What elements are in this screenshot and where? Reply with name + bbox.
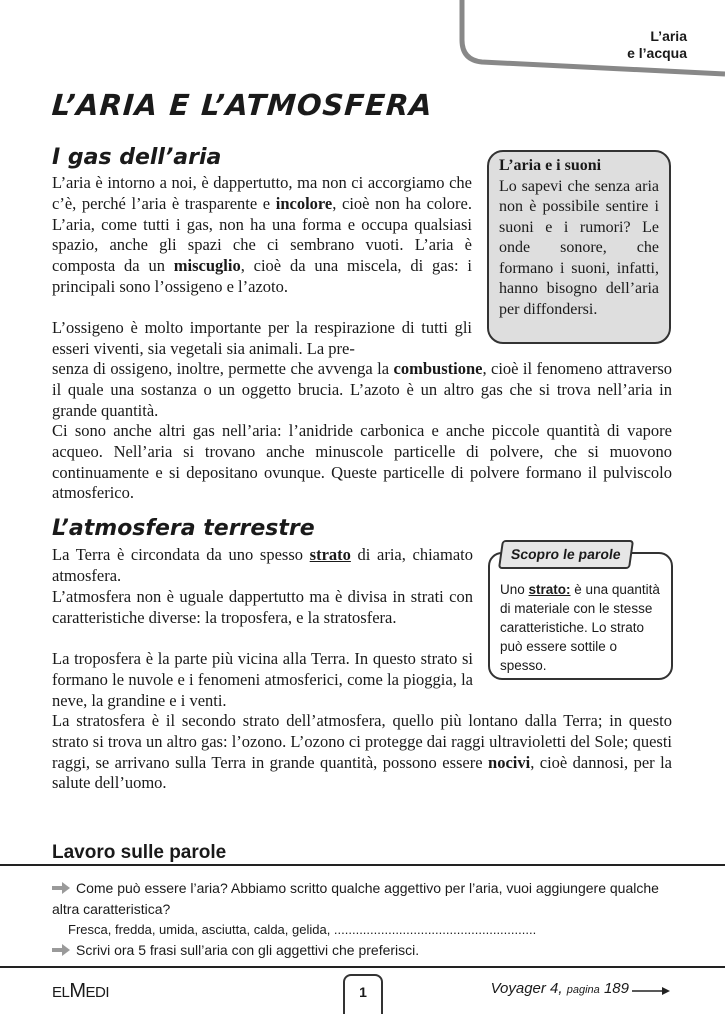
vocabulary-box: Scopro le parole Uno strato: è una quantità di materiale con le stesse caratteristiche. Lo strato può essere sottile o spesso. [488, 552, 673, 680]
paragraph-atm-4: La stratosfera è il secondo strato dell’atmosfera, quello più lontano dalla Terra; in questo strato si trova un altro gas: l’ozono. L’ozono ci protegge dai raggi ultravioletti del Sole; questi raggi, se arrivano sulla Terra in grande quantità, possono essere nocivi, cioè dannosi, per la salute dell’uomo. [52, 711, 672, 793]
divider-bottom [0, 966, 725, 968]
section-heading-atmosfera: L’atmosfera terrestre [52, 516, 315, 541]
header-tab-line [0, 0, 725, 80]
section-tag-line1: L’aria [650, 28, 687, 44]
long-arrow-icon [632, 986, 672, 996]
paragraph-atm-3: La troposfera è la parte più vicina alla Terra. In questo strato si formano le nuvole e i fenomeni atmosferici, come la pioggia, la neve, la grandine e i venti. [52, 649, 473, 710]
arrow-icon [52, 882, 70, 894]
paragraph-atm-2: L’atmosfera non è uguale dappertutto ma è divisa in strati con caratteristiche diverse: la troposfera, e la stratosfera. [52, 587, 473, 627]
divider-top [0, 864, 725, 866]
info-box-suoni [487, 150, 671, 344]
vocabulary-box-tag: Scopro le parole [498, 540, 634, 569]
exercise-title: Lavoro sulle parole [52, 842, 227, 863]
exercise-question-2: Scrivi ora 5 frasi sull’aria con gli aggettivi che preferisci. [52, 940, 672, 961]
page-title: L’ARIA E L’ATMOSFERA [50, 88, 435, 122]
vocabulary-term: strato: [528, 582, 571, 597]
paragraph-gas-1: L’aria è intorno a noi, è dappertutto, ma non ci accorgiamo che c’è, perché l’aria è trasparente e incolore, cioè non ha colore. L’aria, come tutti i gas, non ha una forma e occupa qualsiasi spazio, anche gli spazi che ci sembrano vuoti. L’aria è composta da un miscuglio, cioè da una miscela, di gas: i principali sono l’ossigeno e l’azoto. [52, 173, 472, 296]
book-reference: Voyager 4, pagina 189 [490, 980, 629, 997]
section-tag [627, 28, 687, 62]
publisher-logo: ELMEDI [52, 980, 110, 1002]
section-heading-gas: I gas dell’aria [52, 145, 222, 170]
info-box-title: L’aria e i suoni [499, 157, 602, 174]
page-number: 1 [343, 974, 383, 1014]
arrow-icon [52, 944, 70, 956]
paragraph-gas-3: senza di ossigeno, inoltre, permette che avvenga la combustione, cioè il fenomeno attraverso il quale una sostanza o un oggetto brucia. L’azoto è un altro gas che si trova nell’aria in grande quantità. [52, 359, 672, 420]
info-box-text: Lo sapevi che senza aria non è possibile sentire i suoni e i rumori? Le onde sonore, che formano i suoni, infatti, hanno bisogno dell’aria per diffondersi. [499, 177, 659, 318]
exercise-question-1: Come può essere l’aria? Abbiamo scritto qualche aggettivo per l’aria, vuoi aggiungere qualche altra caratteristica? [52, 880, 659, 917]
paragraph-atm-1: La Terra è circondata da uno spesso strato di aria, chiamato atmosfera. [52, 545, 473, 585]
paragraph-gas-4: Ci sono anche altri gas nell’aria: l’anidride carbonica e anche piccole quantità di vapore acqueo. Nell’aria si trovano anche minuscole particelle di polvere, che si muovono continuamente e si depositano ovunque. Queste particelle di polvere formano il pulviscolo atmosferico. [52, 421, 672, 503]
paragraph-gas-2: L’ossigeno è molto importante per la respirazione di tutti gli esseri viventi, sia vegetali sia animali. La pre- [52, 318, 472, 358]
exercise-adjective-list: Fresca, fredda, umida, asciutta, calda, gelida, ........................................................ [68, 922, 537, 937]
section-tag-line2: e l’acqua [627, 45, 687, 61]
